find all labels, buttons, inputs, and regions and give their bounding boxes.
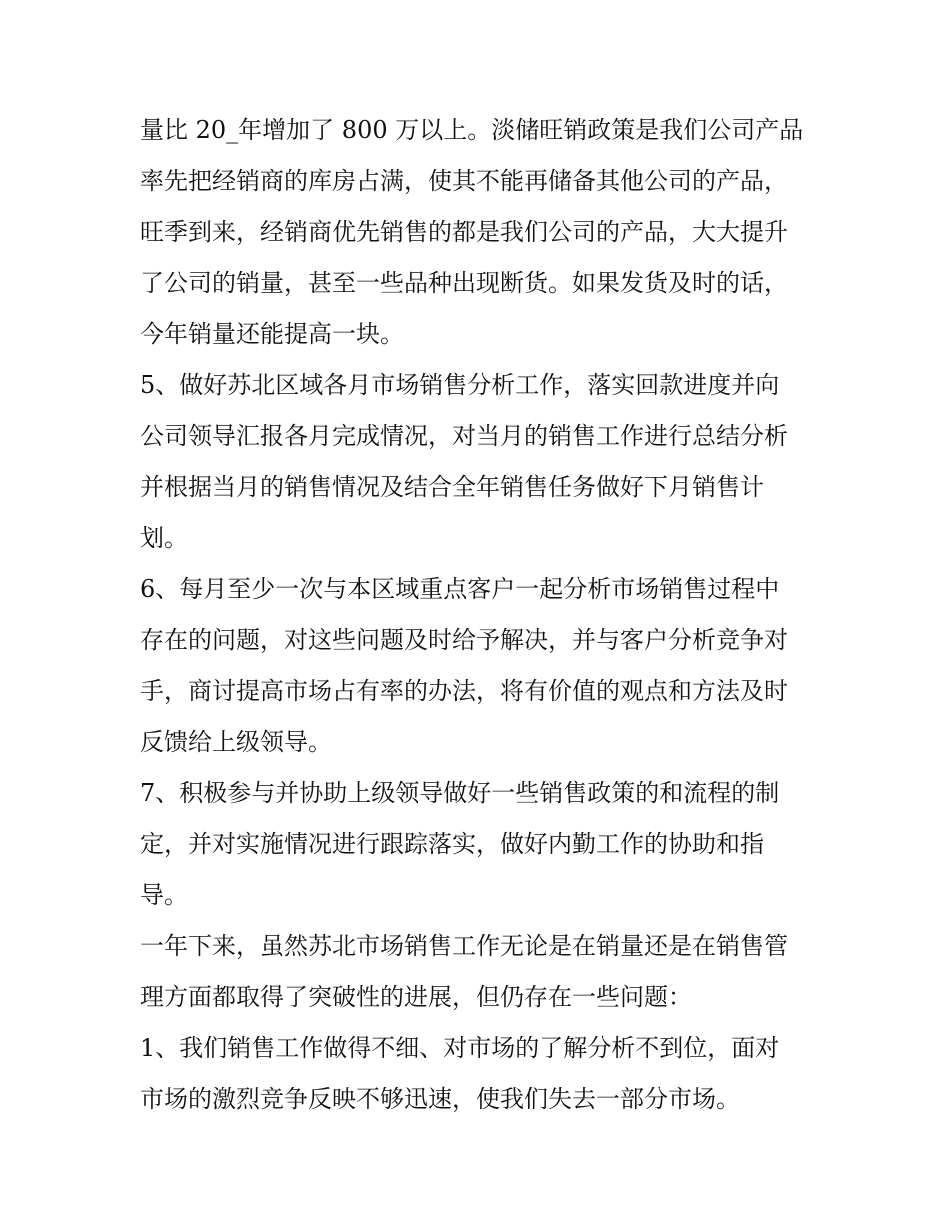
text-line: 5、做好苏北区域各月市场销售分析工作，落实回款进度并向 xyxy=(140,371,780,399)
paragraph-sales-volume xyxy=(140,105,820,360)
text-line: 7、积极参与并协助上级领导做好一些销售政策的和流程的制 xyxy=(140,779,780,807)
text-line: 一年下来，虽然苏北市场销售工作无论是在销量还是在销售管 xyxy=(140,932,788,960)
text-line: 公司领导汇报各月完成情况，对当月的销售工作进行总结分析 xyxy=(140,422,788,450)
text-line: 率先把经销商的库房占满，使其不能再储备其他公司的产品， xyxy=(140,167,788,195)
paragraph-item-7 xyxy=(140,768,820,921)
paragraph-item-6 xyxy=(140,564,820,768)
text-line: 手，商讨提高市场占有率的办法，将有价值的观点和方法及时 xyxy=(140,677,788,705)
text-line: 划。 xyxy=(140,524,188,552)
paragraph-problem-1 xyxy=(140,1023,820,1125)
document-body xyxy=(140,105,820,1125)
text-line: 1、我们销售工作做得不细、对市场的了解分析不到位，面对 xyxy=(140,1034,780,1062)
text-line: 6、每月至少一次与本区域重点客户一起分析市场销售过程中 xyxy=(140,575,780,603)
paragraph-item-5 xyxy=(140,360,820,564)
paragraph-summary xyxy=(140,921,820,1023)
text-line: 今年销量还能提高一块。 xyxy=(140,320,404,348)
text-line: 定，并对实施情况进行跟踪落实，做好内勤工作的协助和指 xyxy=(140,830,764,858)
text-line: 了公司的销量，甚至一些品种出现断货。如果发货及时的话， xyxy=(140,269,788,297)
text-line: 导。 xyxy=(140,881,188,909)
text-line: 市场的激烈竞争反映不够迅速，使我们失去一部分市场。 xyxy=(140,1085,740,1113)
text-line: 并根据当月的销售情况及结合全年销售任务做好下月销售计 xyxy=(140,473,764,501)
text-line: 理方面都取得了突破性的进展，但仍存在一些问题： xyxy=(140,983,692,1011)
text-line: 量比 20_年增加了 800 万以上。淡储旺销政策是我们公司产品 xyxy=(140,116,804,144)
text-line: 存在的问题，对这些问题及时给予解决，并与客户分析竞争对 xyxy=(140,626,788,654)
text-line: 反馈给上级领导。 xyxy=(140,728,332,756)
text-line: 旺季到来，经销商优先销售的都是我们公司的产品，大大提升 xyxy=(140,218,788,246)
